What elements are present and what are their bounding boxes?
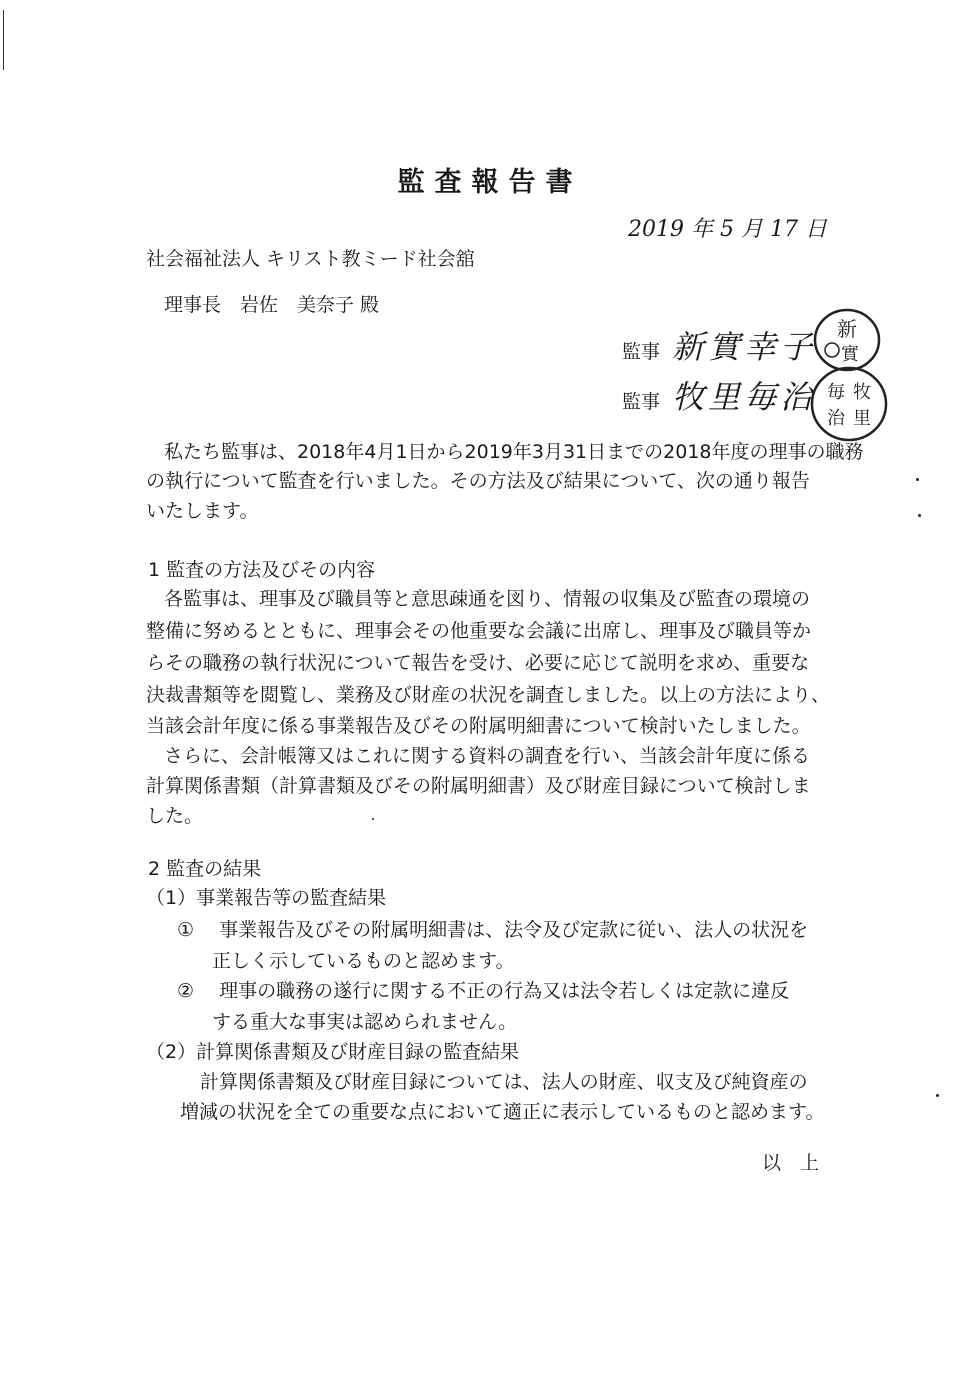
auditor-signature-1 — [622, 322, 816, 368]
auditor-signature-2 — [622, 372, 816, 418]
svg-text:治: 治 — [827, 408, 845, 429]
section-1-paragraph-line: さらに、会計帳簿又はこれに関する資料の調査を行い、当該会計年度に係る — [164, 745, 811, 767]
subsection-2-paragraph-line: 増減の状況を全ての重要な点において適正に表示しているものと認めます。 — [180, 1101, 825, 1123]
section-1-paragraph-line: した。 — [146, 805, 204, 827]
auditor-role: 監事 — [622, 391, 661, 413]
svg-text:牧: 牧 — [853, 382, 871, 403]
scan-speck — [916, 478, 919, 481]
closing-mark: 以 上 — [762, 1152, 820, 1174]
section-1-paragraph-line: 整備に努めるとともに、理事会その他重要な会議に出席し、理事及び職員等か — [146, 620, 812, 642]
addressee-organization: 社会福祉法人 キリスト教ミード社会舘 — [146, 248, 475, 270]
auditor-role: 監事 — [622, 341, 661, 363]
auditor-signature-name: 牧里毎治 — [672, 378, 817, 416]
intro-line: いたします。 — [146, 500, 259, 522]
section-1-paragraph-line: 計算関係書類（計算書類及びその附属明細書）及び財産目録について検討しま — [146, 775, 811, 797]
section-1-paragraph-line: らその職務の執行状況について報告を受け、必要に応じて説明を求め、重要な — [146, 652, 810, 674]
result-item-2-line: ② 理事の職務の遂行に関する不正の行為又は法令若しくは定款に違反 — [177, 980, 790, 1002]
svg-text:實: 實 — [841, 344, 859, 365]
svg-text:里: 里 — [853, 408, 871, 429]
subsection-2-heading: （2）計算関係書類及び財産目録の監査結果 — [146, 1041, 520, 1063]
seal-stamp-2-icon — [808, 364, 890, 444]
section-1-paragraph-line: 各監事は、理事及び職員等と意思疎通を図り、情報の収集及び監査の環境の — [164, 588, 811, 610]
result-item-1-line: ① 事業報告及びその附属明細書は、法令及び定款に従い、法人の状況を — [177, 919, 809, 941]
scan-speck — [372, 818, 374, 820]
svg-text:毎: 毎 — [827, 382, 845, 403]
document-title: 監査報告書 — [397, 167, 583, 198]
intro-line: の執行について監査を行いました。その方法及び結果について、次の通り報告 — [146, 470, 810, 492]
section-1-paragraph-line: 決裁書類等を閲覧し、業務及び財産の状況を調査しました。以上の方法により、 — [146, 684, 831, 706]
scan-speck — [918, 514, 921, 517]
svg-text:新: 新 — [837, 317, 857, 341]
scan-edge-mark — [3, 10, 4, 70]
addressee-person: 理事長 岩佐 美奈子 殿 — [164, 294, 380, 316]
section-2-heading: 2 監査の結果 — [148, 858, 262, 880]
section-1-heading: 1 監査の方法及びその内容 — [148, 559, 376, 581]
subsection-2-paragraph-line: 計算関係書類及び財産目録については、法人の財産、収支及び純資産の — [200, 1071, 808, 1093]
result-item-1-line: 正しく示しているものと認めます。 — [212, 950, 515, 972]
subsection-1-heading: （1）事業報告等の監査結果 — [146, 887, 387, 909]
intro-line: 私たち監事は、2018年4月1日から2019年3月31日までの2018年度の理事の職務 — [164, 441, 864, 463]
report-date: 2019 年 5 月 17 日 — [628, 217, 827, 242]
section-1-paragraph-line: 当該会計年度に係る事業報告及びその附属明細書について検討いたしました。 — [146, 715, 811, 737]
auditor-signature-name: 新實幸子 — [672, 328, 817, 366]
scan-speck — [936, 1094, 939, 1097]
result-item-2-line: する重大な事実は認められません。 — [212, 1011, 518, 1033]
